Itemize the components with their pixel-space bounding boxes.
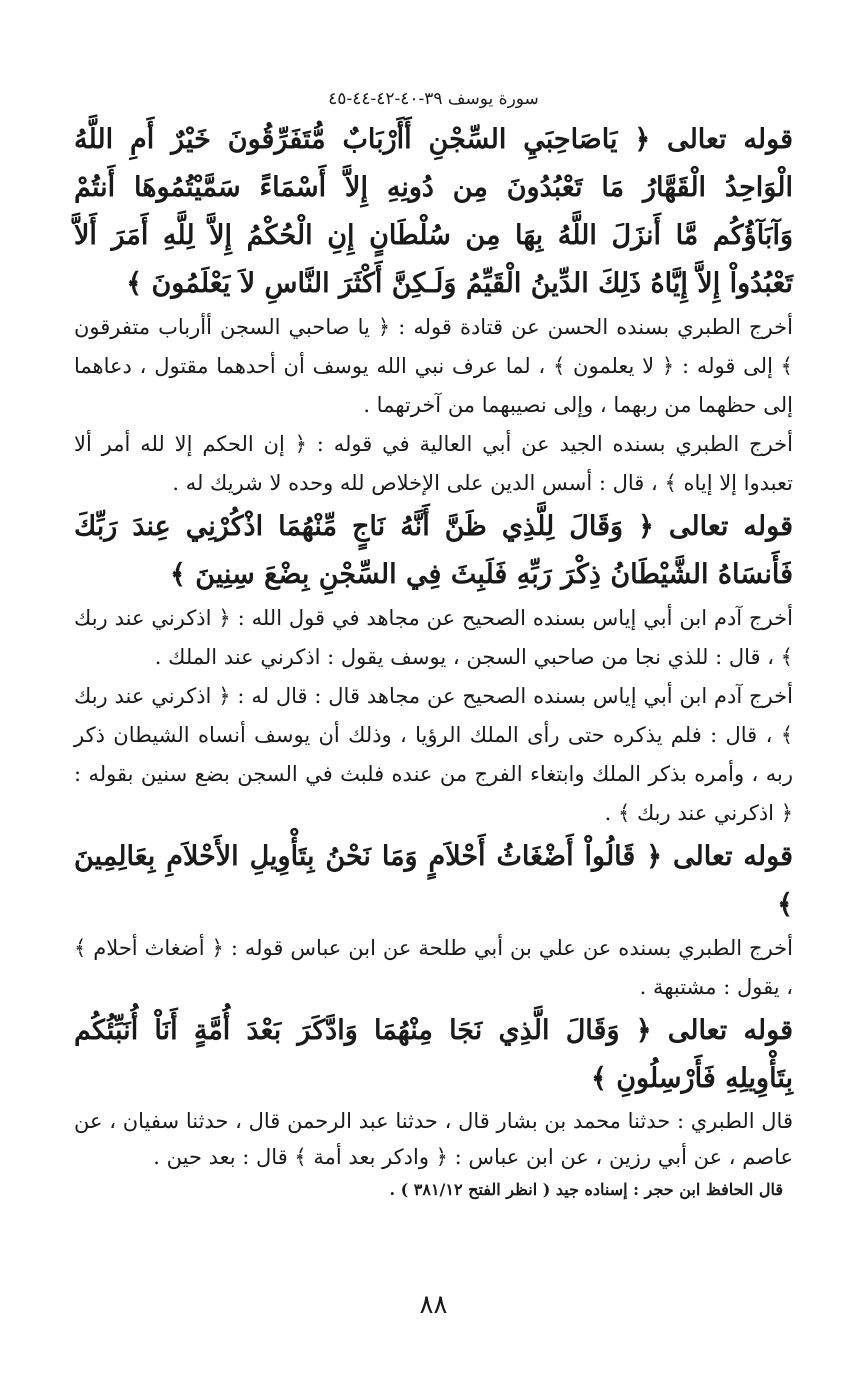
narration-mujahid-1: أخرج آدم ابن أبي إياس بسنده الصحيح عن مجاهد في قول الله : ﴿ اذكرني عند ربك ﴾ ، قال : للذي نجا من صاحبي السجن ، يوسف يقول : اذكرني عند الملك . bbox=[74, 606, 793, 669]
narration-abu-aliya: أخرج الطبري بسنده الجيد عن أبي العالية في قوله : ﴿ إن الحكم إلا لله أمر ألا تعبدوا إلا إياه ﴾ ، قال : أسس الدين على الإخلاص لله وحده لا شريك له . bbox=[74, 432, 793, 495]
hafiz-note: قال الحافظ ابن حجر : إسناده جيد ( انظر الفتح ٣٨١/١٢ ) . bbox=[389, 1180, 783, 1199]
verse-39-40: قوله تعالى ﴿ يَاصَاحِبَيِ السِّجْنِ أَأَرْبَابٌ مُّتَفَرِّقُونَ خَيْرٌ أَمِ اللَّهُ الْوَاحِدُ الْقَهَّارُ مَا تَعْبُدُونَ مِن دُونِهِ إِلاَّ أَسْمَاءً سَمَّيْتُمُوهَا أَنتُمْ وَآبَآؤُكُم مَّا أَنزَلَ اللَّهُ بِهَا مِن سُلْطَانٍ إِنِ الْحُكْمُ إِلاَّ لِلَّهِ أَمَرَ أَلاَّ تَعْبُدُواْ إِلاَّ إِيَّاهُ ذَلِكَ الدِّينُ الْقَيِّمُ وَلَـكِنَّ أَكْثَرَ النَّاسِ لاَ يَعْلَمُونَ ﴾ bbox=[74, 124, 793, 299]
verse-45: قوله تعالى ﴿ وَقَالَ الَّذِي نَجَا مِنْهُمَا وَادَّكَرَ بَعْدَ أُمَّةٍ أَنَاْ أُنَبِّئُكُم بِتَأْوِيلِهِ فَأَرْسِلُونِ ﴾ bbox=[74, 1015, 793, 1094]
verse-44: قوله تعالى ﴿ قَالُواْ أَضْغَاثُ أَحْلاَمٍ وَمَا نَحْنُ بِتَأْوِيلِ الأَحْلاَمِ بِعَالِمِينَ ﴾ bbox=[74, 841, 793, 920]
narration-qatada: أخرج الطبري بسنده الحسن عن قتادة قوله : ﴿ يا صاحبي السجن أأرباب متفرقون ﴾ إلى قوله : ﴿ لا يعلمون ﴾ ، لما عرف نبي الله يوسف أن أحدهما مقتول ، دعاهما إلى حظهما من ربهما ، وإلى نصيبهما من آخرتهما . bbox=[74, 315, 793, 417]
running-header: سورة يوسف ٣٩-٤٠-٤٢-٤٤-٤٥ bbox=[328, 89, 539, 109]
verse-42: قوله تعالى ﴿ وَقَالَ لِلَّذِي ظَنَّ أَنَّهُ نَاجٍ مِّنْهُمَا اذْكُرْنِي عِندَ رَبِّكَ فَأَنسَاهُ الشَّيْطَانُ ذِكْرَ رَبِّهِ فَلَبِثَ فِي السِّجْنِ بِضْعَ سِنِينَ ﴾ bbox=[74, 511, 793, 590]
narration-ibn-abbas-2: قال الطبري : حدثنا محمد بن بشار قال ، حدثنا عبد الرحمن قال ، حدثنا سفيان ، عن عاصم ، عن أبي رزين ، عن ابن عباس : ﴿ وادكر بعد أمة ﴾ قال : بعد حين . bbox=[74, 1109, 793, 1169]
narration-mujahid-2: أخرج آدم ابن أبي إياس بسنده الصحيح عن مجاهد قال : قال له : ﴿ اذكرني عند ربك ﴾ ، قال : فلم يذكره حتى رأى الملك الرؤيا ، وذلك أن يوسف أنساه الشيطان ذكر ربه ، وأمره بذكر الملك وابتغاء الفرج من عنده فلبث في السجن بضع سنين بقوله : ﴿ اذكرني عند ربك ﴾ . bbox=[74, 684, 793, 825]
narration-ibn-abbas: أخرج الطبري بسنده عن علي بن أبي طلحة عن ابن عباس قوله : ﴿ أضغاث أحلام ﴾ ، يقول : مشتبهة . bbox=[74, 936, 793, 999]
page-number: ٨٨ bbox=[419, 1290, 448, 1320]
